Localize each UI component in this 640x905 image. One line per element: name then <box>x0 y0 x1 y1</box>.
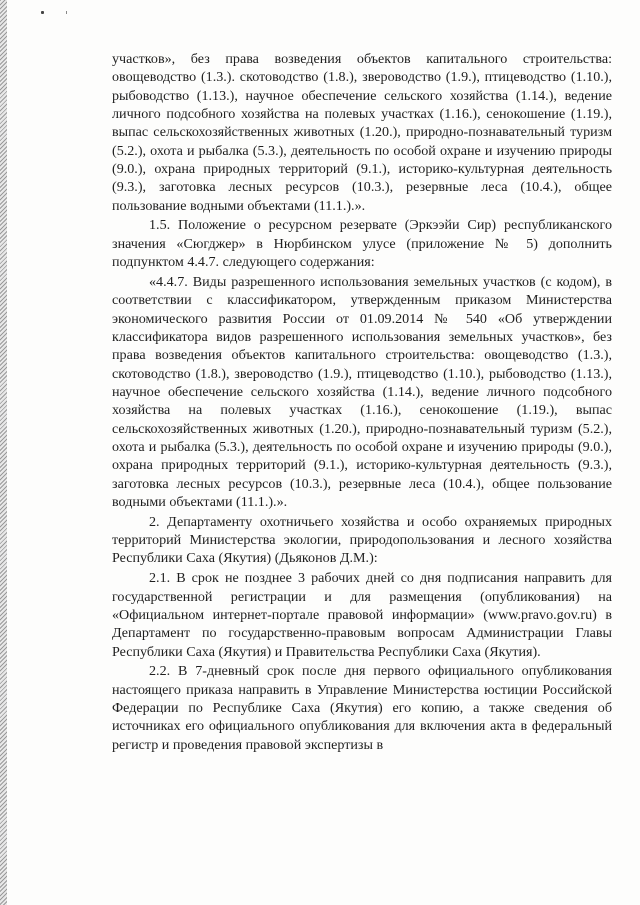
scan-speck <box>66 11 67 14</box>
paragraph-continuation: участков», без права возведения объектов капитального строительства: овощеводство (1.3.). скотоводство (1.8.), звероводство (1.9.), птицеводство (1.10.), рыбоводство (1.13.), научное обеспечение сельского хозяйства (1.14.), ведение личного подсобного хозяйства на полевых участках (1.16.), сенокошение (1.19.), выпас сельскохозяйственных животных (1.20.), природно-познавательный туризм (5.2.), охота и рыбалка (5.3.), деятельность по особой охране и изучению природы (9.0.), охрана природных территорий (9.1.), историко-культурная деятельность (9.3.), заготовка лесных ресурсов (10.3.), резервные леса (10.4.), общее пользование водными объектами (11.1.).». <box>112 51 612 214</box>
paragraph-1-5: 1.5. Положение о ресурсном резервате (Эркээйи Сир) республиканского значения «Сюгджер» в Нюрбинском улусе (приложение № 5) дополнить подпунктом 4.4.7. следующего содержания: <box>112 217 612 271</box>
paragraph-2-1: 2.1. В срок не позднее 3 рабочих дней со дня подписания направить для государственной регистрации и для размещения (опубликования) на «Официальном интернет-портале правовой информации» (www.pravo.gov.ru) в Департамент по государственно-правовым вопросам Администрации Главы Республики Саха (Якутия) и Правительства Республики Саха (Якутия). <box>112 570 612 660</box>
paragraph-4-4-7: «4.4.7. Виды разрешенного использования земельных участков (с кодом), в соответствии с классификатором, утвержденным приказом Министерства экономического развития России от 01.09.2014 № 540 «Об утверждении классификатора видов разрешенного использования земельных участков», без права возведения объектов капитального строительства: овощеводство (1.3.), скотоводство (1.8.), звероводство (1.9.), птицеводство (1.10.), рыбоводство (1.13.), научное обеспечение сельского хозяйства (1.14.), ведение личного подсобного хозяйства на полевых участках (1.16.), сенокошение (1.19.), выпас сельскохозяйственных животных (1.20.), природно-познавательный туризм (5.2.), охота и рыбалка (5.3.), деятельность по особой охране и изучению природы (9.0.), охрана природных территорий (9.1.), историко-культурная деятельность (9.3.), заготовка лесных ресурсов (10.3.), резервные леса (10.4.), общее пользование водными объектами (11.1.).». <box>112 273 612 510</box>
paragraph-2: 2. Департаменту охотничьего хозяйства и особо охраняемых природных территорий Министерства экологии, природопользования и лесного хозяйства Республики Саха (Якутия) (Дьяконов Д.М.): <box>112 513 612 567</box>
paragraph-2-2: 2.2. В 7-дневный срок после дня первого официального опубликования настоящего приказа направить в Управление Министерства юстиции Российской Федерации по Республике Саха (Якутия) его копию, а также сведения об источниках его официального опубликования для включения акта в федеральный регистр и проведения правовой экспертизы в <box>112 663 612 753</box>
document-body <box>112 50 612 754</box>
scan-speck <box>41 11 44 14</box>
scan-edge <box>0 0 7 905</box>
